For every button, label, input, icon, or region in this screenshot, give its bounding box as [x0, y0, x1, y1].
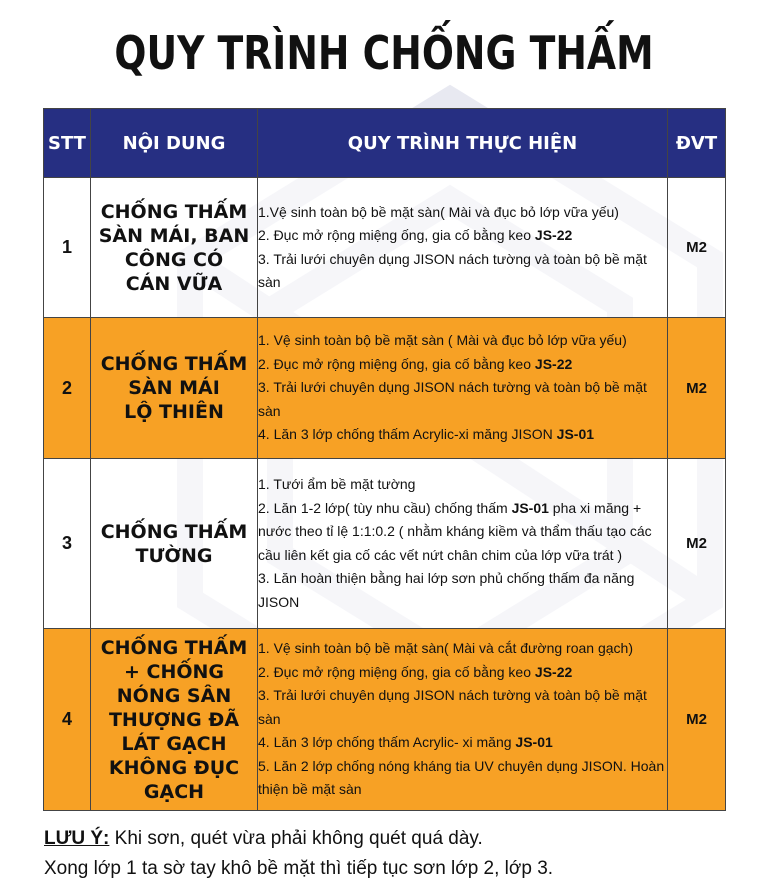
row-stt: 3 — [44, 459, 91, 629]
row-quy-trinh — [258, 629, 668, 811]
step-item: 4. Lăn 3 lớp chống thấm Acrylic- xi măng JS-01 — [258, 734, 553, 751]
table-header-row — [44, 109, 726, 178]
content-line: TƯỜNG — [135, 544, 213, 567]
page-title: QUY TRÌNH CHỐNG THẤM — [114, 26, 654, 80]
content-line: CHỐNG THẤM — [100, 353, 248, 375]
row-dvt: M2 — [668, 318, 726, 459]
step-item: 2. Đục mở rộng miệng ống, gia cố bằng keo JS-22 — [258, 355, 573, 372]
content-line: CHỐNG THẤM — [100, 636, 248, 659]
content-line: CÁN VỮA — [125, 272, 223, 295]
row-quy-trinh — [258, 459, 668, 629]
note-line-1 — [44, 824, 553, 854]
header-quy-trinh: QUY TRÌNH THỰC HIỆN — [258, 109, 668, 178]
step-item: 3. Trải lưới chuyên dụng JISON nách tường và toàn bộ bề mặt sàn — [258, 250, 647, 290]
step-item: 5. Lăn 2 lớp chống nóng kháng tia UV chuyên dụng JISON. Hoàn thiện bề mặt sàn — [258, 757, 665, 798]
header-stt: STT — [44, 109, 91, 178]
step-item: 1.Vệ sinh toàn bộ bề mặt sàn( Mài và đục bỏ lớp vữa yếu) — [258, 203, 619, 220]
header-dvt: ĐVT — [668, 109, 726, 178]
content-line: GẠCH — [143, 780, 205, 803]
step-item: 2. Lăn 1-2 lớp( tùy nhu cầu) chống thấm JS-01 pha xi măng + nước theo tỉ lệ 1:1:0.2 ( nhằm kháng kiềm và thẩm thấu tạo các cầu liên kết gia cố các vết nứt chân chim của lớp vữa trát ) — [258, 499, 652, 563]
note-line-2: Xong lớp 1 ta sờ tay khô bề mặt thì tiếp tục sơn lớp 2, lớp 3. — [44, 858, 554, 879]
row-noi-dung — [91, 459, 258, 629]
content-line: LỘ THIÊN — [124, 401, 224, 423]
row-dvt: M2 — [668, 178, 726, 318]
row-noi-dung — [91, 178, 258, 318]
content-line: KHÔNG ĐỤC — [108, 756, 240, 779]
table-row — [44, 178, 726, 318]
waterproofing-process-table — [43, 108, 726, 811]
step-item: 3. Lăn hoàn thiện bằng hai lớp sơn phủ chống thấm đa năng JISON — [258, 570, 635, 610]
content-line: CÔNG CÓ — [124, 248, 224, 271]
step-item: 1. Vệ sinh toàn bộ bề mặt sàn ( Mài và đục bỏ lớp vữa yếu) — [258, 332, 627, 349]
content-line: SÀN MÁI — [128, 377, 220, 399]
table-row — [44, 318, 726, 459]
row-dvt: M2 — [668, 459, 726, 629]
step-item: 1. Tưới ẩm bề mặt tường — [258, 476, 416, 492]
row-noi-dung — [91, 318, 258, 459]
content-line: THƯỢNG ĐÃ — [108, 708, 240, 731]
content-line: LÁT GẠCH — [121, 732, 227, 755]
row-noi-dung — [91, 629, 258, 811]
content-line: NÓNG SÂN — [116, 684, 232, 707]
row-dvt: M2 — [668, 629, 726, 811]
content-line: SÀN MÁI, BAN — [98, 224, 250, 247]
step-item: 2. Đục mở rộng miệng ống, gia cố bằng keo JS-22 — [258, 227, 573, 243]
content-line: + CHỐNG — [123, 660, 225, 683]
step-item: 4. Lăn 3 lớp chống thấm Acrylic-xi măng JISON JS-01 — [258, 426, 595, 443]
content-line: CHỐNG THẤM — [100, 520, 248, 543]
header-noi-dung: NỘI DUNG — [91, 109, 258, 178]
note-section — [44, 824, 553, 884]
step-item: 3. Trải lưới chuyên dụng JISON nách tường và toàn bộ bề mặt sàn — [258, 687, 647, 727]
table-row — [44, 629, 726, 811]
row-quy-trinh — [258, 318, 668, 459]
step-item: 3. Trải lưới chuyên dụng JISON nách tường và toàn bộ bề mặt sàn — [258, 379, 647, 419]
row-stt: 2 — [44, 318, 91, 459]
step-item: 2. Đục mở rộng miệng ống, gia cố bằng keo JS-22 — [258, 663, 573, 680]
step-item: 1. Vệ sinh toàn bộ bề mặt sàn( Mài và cắt đường roan gạch) — [258, 640, 633, 657]
row-stt: 1 — [44, 178, 91, 318]
content-line: CHỐNG THẤM — [100, 200, 248, 223]
table-row — [44, 459, 726, 629]
note-label: LƯU Ý: — [44, 828, 110, 849]
row-stt: 4 — [44, 629, 91, 811]
note-text-1: Khi sơn, quét vừa phải không quét quá dày. — [109, 828, 483, 849]
row-quy-trinh — [258, 178, 668, 318]
